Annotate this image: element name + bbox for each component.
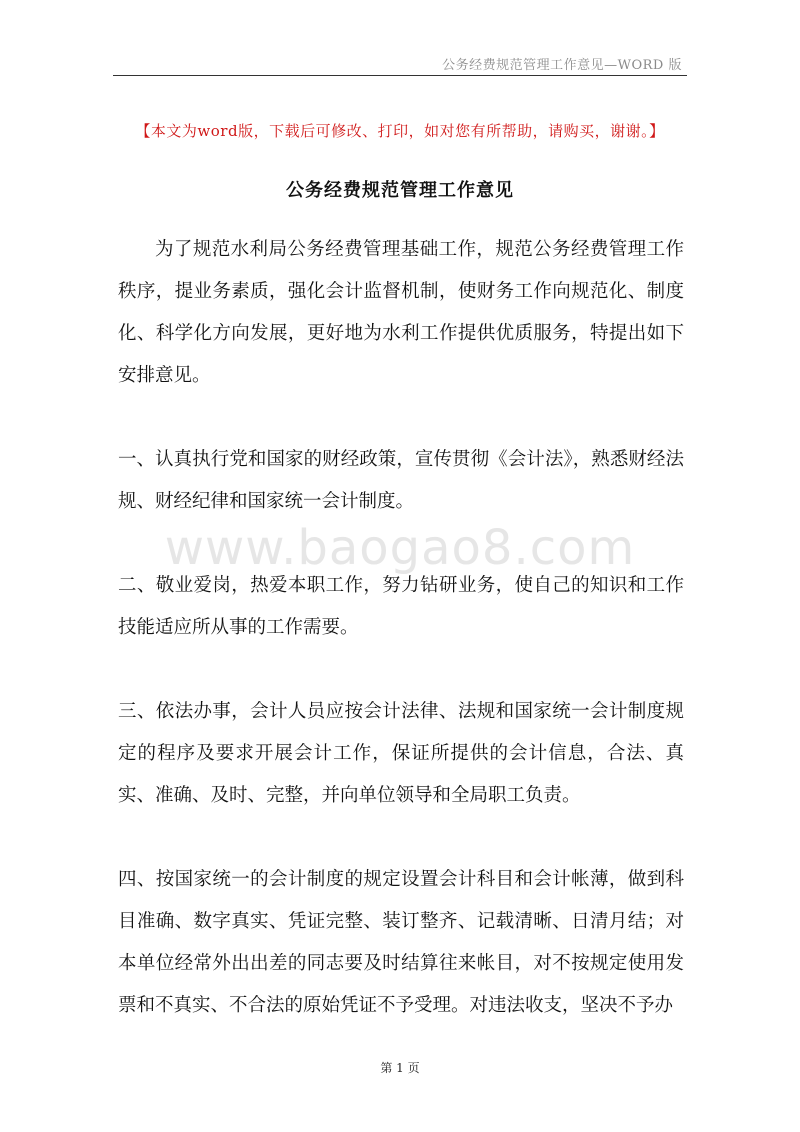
item-paragraph-2: 二、敬业爱岗，热爱本职工作，努力钻研业务，使自己的知识和工作技能适应所从事的工作需要。 (118, 575, 684, 638)
watermark: www.baogao8.com (164, 520, 636, 576)
page-number: 第 1 页 (380, 1061, 420, 1075)
download-notice: 【本文为word版，下载后可修改、打印，如对您有所帮助，请购买，谢谢。】 (135, 122, 665, 140)
item-paragraph-4: 四、按国家统一的会计制度的规定设置会计科目和会计帐薄，做到科目准确、数字真实、凭证完整、装订整齐、记载清晰、日清月结；对本单位经常外出出差的同志要及时结算往来帐目，对不按规定使用发票和不真实、不合法的原始凭证不予受理。对违法收支，坚决不予办 (118, 869, 684, 1016)
document-body (118, 229, 684, 1069)
item-paragraph-1: 一、认真执行党和国家的财经政策，宣传贯彻《会计法》，熟悉财经法规、财经纪律和国家统一会计制度。 (118, 449, 684, 512)
document-title: 公务经费规范管理工作意见 (286, 180, 514, 201)
header-divider (113, 75, 687, 76)
running-header: 公务经费规范管理工作意见—WORD 版 (442, 58, 682, 73)
item-paragraph-3: 三、依法办事，会计人员应按会计法律、法规和国家统一会计制度规定的程序及要求开展会计工作，保证所提供的会计信息，合法、真实、准确、及时、完整，并向单位领导和全局职工负责。 (118, 701, 684, 806)
intro-paragraph: 为了规范水利局公务经费管理基础工作，规范公务经费管理工作秩序，提业务素质，强化会计监督机制，使财务工作向规范化、制度化、科学化方向发展，更好地为水利工作提供优质服务，特提出如下安排意见。 (118, 239, 684, 386)
